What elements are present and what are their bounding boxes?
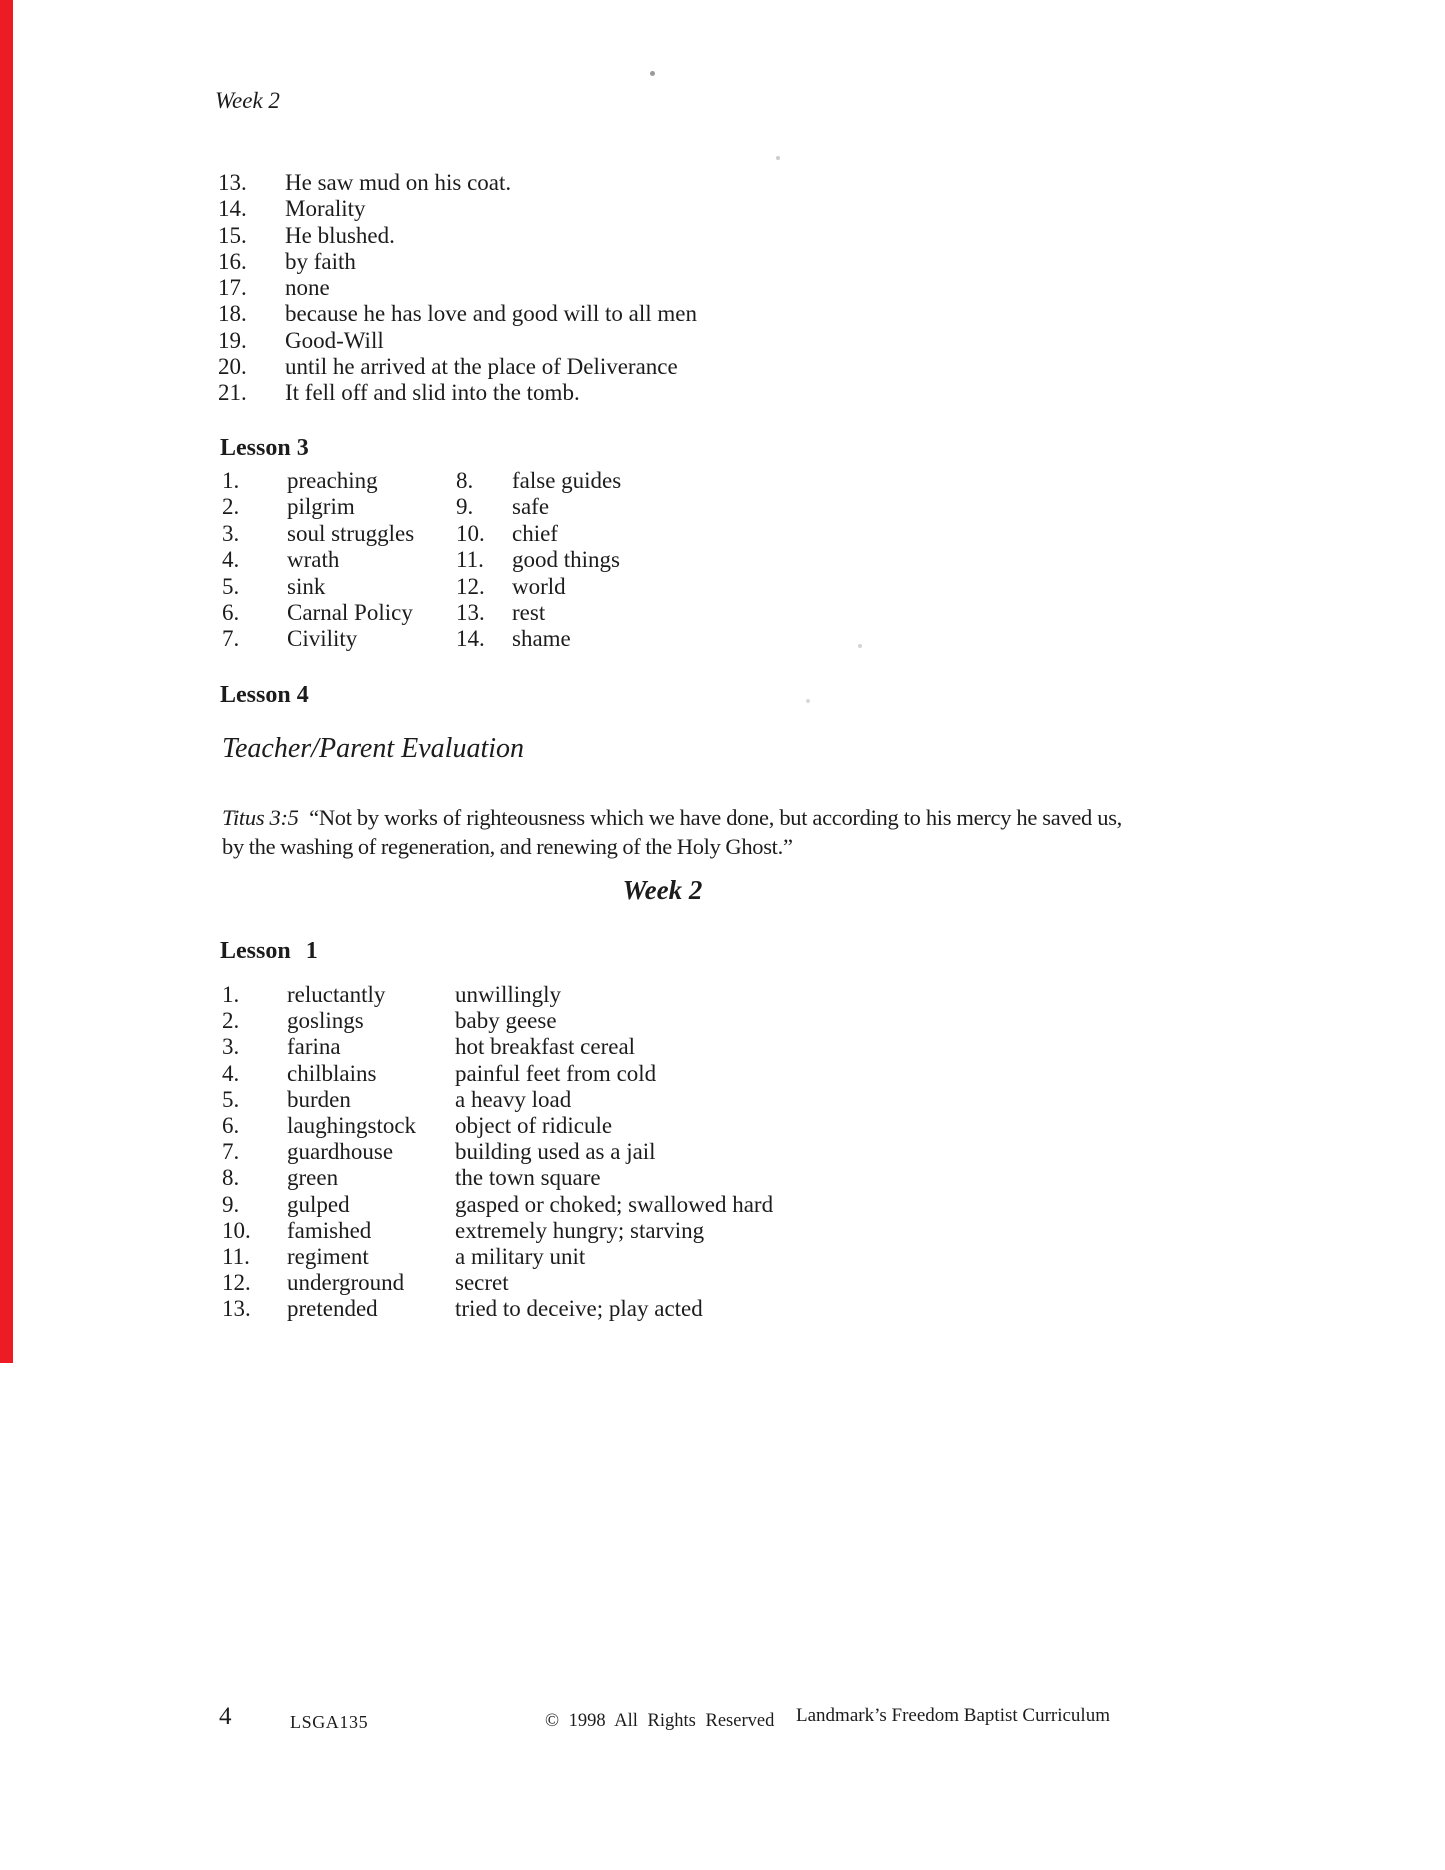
vocab-definition: the town square (455, 1165, 601, 1191)
answer-text: preaching (287, 468, 378, 493)
lesson3-column-1 (222, 468, 456, 653)
answer-number: 1. (222, 468, 240, 493)
verse-text: “Not by works of righteousness which we have done, but according to his mercy he saved us, by the washing of regeneration, and renewing of the Holy Ghost.” (222, 804, 1122, 859)
answer-text: none (285, 275, 330, 301)
answer-text: He saw mud on his coat. (285, 170, 512, 195)
answer-number: 18. (218, 301, 247, 327)
scan-speck (806, 699, 810, 703)
answer-text: because he has love and good will to all men (285, 301, 697, 327)
answer-number: 10. (456, 520, 485, 546)
answer-text: It fell off and slid into the tomb. (285, 380, 580, 406)
vocab-number: 8. (222, 1165, 240, 1191)
footer-curriculum-code: LSGA135 (290, 1712, 369, 1732)
vocab-word: reluctantly (287, 982, 386, 1007)
week2-section-heading: Week 2 (622, 875, 703, 905)
vocab-word: gulped (287, 1191, 350, 1217)
answer-number: 4. (222, 547, 240, 573)
vocab-number: 3. (222, 1034, 240, 1060)
vocab-word: chilblains (287, 1060, 377, 1086)
answer-text: sink (287, 573, 326, 599)
answer-text: Good-Will (285, 327, 384, 353)
vocab-definition: painful feet from cold (455, 1060, 657, 1086)
answer-number: 12. (456, 573, 485, 599)
answer-number: 13. (218, 170, 247, 195)
vocab-definition: a heavy load (455, 1086, 572, 1112)
answer-number: 8. (456, 468, 474, 493)
answer-number: 13. (456, 600, 485, 626)
answer-text: by faith (285, 248, 356, 274)
lesson3-column-2 (456, 468, 621, 653)
vocab-word: famished (287, 1217, 372, 1243)
vocab-definition: secret (455, 1270, 509, 1296)
running-header: Week 2 (215, 88, 280, 113)
lesson1-title: Lesson 1 (220, 938, 318, 964)
vocab-definition: a military unit (455, 1244, 586, 1270)
answer-text: good things (512, 547, 620, 573)
vocab-number: 13. (222, 1296, 251, 1322)
answer-number: 15. (218, 222, 247, 248)
vocab-number: 4. (222, 1060, 240, 1086)
answer-text: shame (512, 626, 571, 652)
footer-page-number: 4 (219, 1703, 232, 1730)
answer-text: soul struggles (287, 520, 415, 546)
vocab-word: green (287, 1165, 339, 1191)
answer-text: pilgrim (287, 494, 355, 520)
answer-text: rest (512, 600, 546, 626)
answer-number: 2. (222, 494, 240, 520)
answer-number: 19. (218, 327, 247, 353)
vocab-definition: object of ridicule (455, 1113, 613, 1139)
lesson3-title: Lesson 3 (220, 435, 309, 461)
vocab-definition: building used as a jail (455, 1139, 656, 1165)
verse-reference: Titus 3:5 (222, 804, 299, 830)
answer-text: safe (512, 494, 550, 520)
answer-text: He blushed. (285, 222, 395, 248)
vocab-word: underground (287, 1270, 405, 1296)
footer-publisher-name: Landmark’s Freedom Baptist Curriculum (796, 1705, 1110, 1726)
vocab-number: 7. (222, 1139, 240, 1165)
vocab-word: pretended (287, 1296, 378, 1322)
vocab-definition: gasped or choked; swallowed hard (455, 1191, 774, 1217)
answer-number: 14. (218, 196, 247, 222)
answer-text: chief (512, 520, 558, 546)
scan-edge-stripe (0, 0, 13, 1363)
evaluation-heading: Teacher/Parent Evaluation (222, 733, 524, 764)
answer-text: world (512, 573, 566, 599)
scan-speck (776, 156, 780, 160)
answer-number: 21. (218, 380, 247, 406)
lesson4-title: Lesson 4 (220, 682, 309, 708)
answer-number: 3. (222, 520, 240, 546)
vocab-definition: hot breakfast cereal (455, 1034, 636, 1060)
vocab-number: 10. (222, 1217, 251, 1243)
scan-speck (650, 71, 655, 76)
vocab-number: 1. (222, 982, 240, 1007)
lesson3-answer-columns (222, 468, 621, 653)
answer-number: 9. (456, 494, 474, 520)
vocab-number: 12. (222, 1270, 251, 1296)
vocab-number: 11. (222, 1244, 250, 1270)
vocab-number: 5. (222, 1086, 240, 1112)
vocab-word: goslings (287, 1008, 364, 1034)
answer-number: 20. (218, 354, 247, 380)
answer-text: until he arrived at the place of Deliverance (285, 354, 678, 380)
scripture-verse (222, 803, 1122, 861)
vocab-number: 2. (222, 1008, 240, 1034)
vocab-definition: extremely hungry; starving (455, 1217, 705, 1243)
vocab-word: guardhouse (287, 1139, 394, 1165)
answer-number: 16. (218, 248, 247, 274)
vocab-word: regiment (287, 1244, 369, 1270)
answer-text: Morality (285, 196, 366, 222)
vocab-definition: baby geese (455, 1008, 557, 1034)
answer-number: 14. (456, 626, 485, 652)
answer-number: 17. (218, 275, 247, 301)
vocab-definition: tried to deceive; play acted (455, 1296, 703, 1322)
answer-number: 5. (222, 573, 240, 599)
vocab-number: 9. (222, 1191, 240, 1217)
answer-number: 7. (222, 626, 240, 652)
answer-text: Carnal Policy (287, 600, 413, 626)
answer-text: Civility (287, 626, 358, 652)
answer-text: wrath (287, 547, 340, 573)
answer-number: 6. (222, 600, 240, 626)
vocab-word: laughingstock (287, 1113, 417, 1139)
vocab-number: 6. (222, 1113, 240, 1139)
scan-speck (858, 644, 862, 648)
lesson1-vocab-list (222, 982, 773, 1323)
vocab-definition: unwillingly (455, 982, 562, 1007)
vocab-word: farina (287, 1034, 341, 1060)
answer-number: 11. (456, 547, 484, 573)
answers-list-13-21 (218, 170, 697, 407)
footer-copyright-notice: © 1998 All Rights Reserved (545, 1711, 775, 1731)
vocab-word: burden (287, 1086, 351, 1112)
answer-text: false guides (512, 468, 622, 493)
